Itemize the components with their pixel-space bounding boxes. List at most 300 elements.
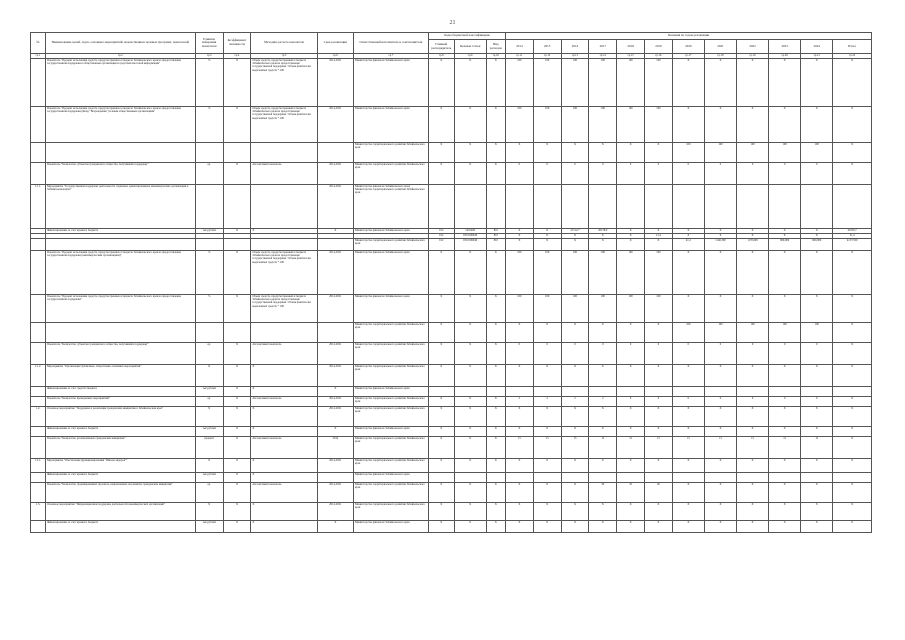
table-cell [223,185,251,229]
table-cell: Х [505,503,533,521]
table-cell: Х [833,437,872,459]
table-cell: % [195,107,223,143]
table-cell: 2014-2021 [317,407,353,427]
column-number-cell: гр.5 [251,54,317,59]
table-cell [561,185,589,229]
table-cell [317,239,353,251]
table-cell: Х [223,407,251,427]
table-cell [317,143,353,163]
table-cell [251,185,317,229]
table-cell: ед. [195,163,223,185]
table-cell: Х [223,459,251,473]
table-cell: Х [769,107,801,143]
table-cell: 100 [589,107,617,143]
table-cell: 100 [533,295,561,323]
col-method: Методика расчета показателя [251,33,317,54]
table-cell: 0 [769,343,801,365]
table-cell: Х [801,521,833,533]
table-cell: Х [533,459,561,473]
table-row [31,185,872,229]
table-cell [769,387,801,397]
table-cell [223,323,251,343]
table-cell: Объем средств, предусмотренный в бюджете Забайкальского края на предоставление государственной поддержки / Объем фактически выделенных средств * 100 [251,59,317,107]
table-cell: Х [428,251,454,295]
table-cell [486,185,505,229]
table-cell: Х [833,521,872,533]
table-cell: 0 [533,343,561,365]
table-cell: Х [737,229,769,234]
table-cell: Х [833,107,872,143]
table-cell: Х [486,407,505,427]
table-cell: Министерство территориального развития Забайкальского края [354,365,429,387]
table-cell: Показатель "Процент исполнения средств, предусмотренных в бюджете Забайкальского края на предоставление государственной поддержки" [45,295,195,323]
column-number-cell: гр.22 [833,54,872,59]
table-cell [486,387,505,397]
table-cell: % [195,251,223,295]
table-cell [454,473,486,483]
table-cell: Финансирование за счет краевого бюджета [45,229,195,234]
table-cell: Х [645,427,673,437]
table-cell: Х [505,229,533,234]
table-cell: Х [769,459,801,473]
table-cell [737,387,769,397]
table-cell: Министерство территориального развития Забайкальского края [354,407,429,427]
col-budget-sub: Главный распорядитель [428,40,454,54]
table-cell: Х [672,427,704,437]
table-cell: Х [833,427,872,437]
table-cell: 100 [645,251,673,295]
table-cell: 21,4 [833,234,872,239]
table-cell: Финансирование за счет краевого бюджета [45,473,195,483]
table-cell [645,473,673,483]
table-cell: 2014-2021 [317,343,353,365]
table-cell: 0 [645,343,673,365]
table-cell [31,397,46,407]
table-cell: Министерство территориального развития Забайкальского края [354,323,429,343]
table-cell: Мероприятие "Государственная поддержка деятельности социально ориентированных некоммерческих организаций в Забайкальском крае" [45,185,195,229]
table-cell: Х [561,143,589,163]
column-number-cell: гр.14 [589,54,617,59]
table-cell [617,185,645,229]
table-cell: Х [428,459,454,473]
table-cell [672,185,704,229]
table-cell [31,387,46,397]
page-number: 21 [449,20,456,26]
table-cell: Х [486,163,505,185]
table-cell: 4157,500 [833,239,872,251]
table-cell: Х [505,483,533,503]
table-cell: Основное мероприятие "Информационная поддержка деятельности некоммерческих организаций" [45,503,195,521]
table-cell [45,239,195,251]
table-cell: 1170,000 [737,239,769,251]
table-cell: Х [589,407,617,427]
table-cell: Х [645,143,673,163]
table-cell: Х [505,323,533,343]
table-cell: Х [833,163,872,185]
table-cell: 810 [486,239,505,251]
table-cell: Х [672,365,704,387]
table-cell: 1.2. [31,407,46,427]
table-cell: Х [428,163,454,185]
table-cell [737,185,769,229]
table-cell: 0 [801,343,833,365]
table-cell [833,473,872,483]
table-cell: Х [223,295,251,323]
table-cell: Х [486,459,505,473]
table-cell [672,387,704,397]
column-number-cell: гр.20 [769,54,801,59]
table-cell: тыс.рублей [195,387,223,397]
table-cell: Х [454,59,486,107]
table-cell: Министерство территориального развития Забайкальского края [354,437,429,459]
table-cell: Х [533,365,561,387]
table-cell: Х [223,503,251,521]
table-cell: Х [833,407,872,427]
table-cell: Х [561,407,589,427]
table-cell: Х [617,521,645,533]
table-cell: Х [769,251,801,295]
table-cell: 0 [617,343,645,365]
table-cell: Х [833,251,872,295]
table-cell: Х [428,59,454,107]
table-cell: Х [704,503,736,521]
table-cell: Объем средств, предусмотренный в бюджете Забайкальского края на предоставление государственной поддержки / Объем фактически выделенных средств * 100 [251,251,317,295]
table-cell: 15 [617,437,645,459]
table-cell: 2014 [317,437,353,459]
table-cell [317,473,353,483]
table-cell: Показатель "Процент исполнения средств, предусмотренных в бюджете Забайкальского края на предоставление государственной поддержки в общественные организации и средствам массовой информации" [45,59,195,107]
table-cell: Х [801,427,833,437]
table-cell: Министерство финансов Забайкальского края [354,229,429,234]
table-cell: процент [195,437,223,459]
table-cell: Х [533,234,561,239]
column-number-cell: гр.4 [223,54,251,59]
table-cell: Х [195,407,223,427]
table-cell: Х [561,521,589,533]
table-cell: Х [428,407,454,427]
table-cell: Х [505,521,533,533]
table-cell: Х [561,503,589,521]
column-number-cell: гр.15 [617,54,645,59]
table-cell: 1.2.1. [31,459,46,473]
table-cell: Х [533,323,561,343]
table-cell: 012 [428,239,454,251]
table-cell: Х [223,437,251,459]
column-number-cell: гр.16 [645,54,673,59]
column-number-cell: гр.13 [561,54,589,59]
table-cell: 1.1.2. [31,365,46,387]
table-cell: тыс.рублей [195,473,223,483]
table-cell: Х [561,239,589,251]
table-cell: Министерство финансов Забайкальского края [354,107,429,143]
table-cell: Х [645,229,673,234]
table-row [31,59,872,107]
table-cell: Х [505,407,533,427]
table-cell: 2014-2021 [317,163,353,185]
table-row [31,163,872,185]
table-cell [31,343,46,365]
table-cell: Х [672,459,704,473]
table-cell: Х [704,59,736,107]
table-cell: 21,4 [645,234,673,239]
table-cell [533,387,561,397]
table-cell: 2014-2021 [317,503,353,521]
table-cell: Х [195,503,223,521]
table-cell: ед. [195,397,223,407]
table-cell: Финансирование за счет средств бюджета [45,387,195,397]
table-cell [454,387,486,397]
table-cell: Х [486,365,505,387]
table-cell: Х [251,387,317,397]
table-row [31,397,872,407]
table-cell [251,239,317,251]
col-year: 2015 [533,40,561,54]
table-cell: Объем средств, предусмотренный в бюджете Забайкальского края на предоставление государственной поддержки / Объем фактически выделенных средств * 100 [251,295,317,323]
table-cell: 2014-2021 [317,185,353,229]
column-number-cell: гр.19 [737,54,769,59]
column-number-cell: гр.18 [704,54,736,59]
table-cell: Х [769,295,801,323]
table-cell: Х [672,234,704,239]
table-cell: 20138,0 [589,229,617,234]
table-cell: 0 [801,163,833,185]
table-cell: Министерство финансов Забайкальского края [354,427,429,437]
table-cell: Х [223,483,251,503]
col-year: 2022 [737,40,769,54]
table-cell: 100 [617,295,645,323]
table-cell: Показатель "Количество реализованных гражданских инициатив" [45,437,195,459]
table-cell: Х [195,459,223,473]
table-cell: 0 [589,343,617,365]
table-cell: Х [251,521,317,533]
table-cell: 900,000 [769,239,801,251]
table-cell: 15 [769,437,801,459]
col-no: № [31,33,46,54]
table-cell: Министерство территориального развития Забайкальского края [354,459,429,473]
table-cell: % [195,295,223,323]
table-cell: Х [617,365,645,387]
table-cell: Х [317,521,353,533]
table-cell [251,323,317,343]
table-cell: Х [737,59,769,107]
table-cell: Х [672,295,704,323]
table-cell: Х [617,234,645,239]
table-cell [223,239,251,251]
table-cell: 0310106040 [454,234,486,239]
table-cell: Х [801,295,833,323]
table-cell: 012 [428,229,454,234]
table-cell [486,473,505,483]
table-cell [45,323,195,343]
table-cell: Х [486,343,505,365]
table-row [31,343,872,365]
table-cell: тыс.рублей [195,229,223,234]
table-cell: Х [561,483,589,503]
table-cell: 100 [533,107,561,143]
table-cell: Х [704,407,736,427]
table-cell: Х [223,229,251,234]
table-cell: Х [801,459,833,473]
table-cell [195,185,223,229]
col-year: 2017 [589,40,617,54]
table-cell: Министерство финансов Забайкальского края [354,251,429,295]
table-cell: 1410406 [454,229,486,234]
table-cell: 100 [561,251,589,295]
table-cell: 0 [533,163,561,185]
table-cell: Х [428,437,454,459]
table-cell: Х [769,483,801,503]
table-row [31,407,872,427]
table-cell [645,185,673,229]
table-cell: тыс.рублей [195,521,223,533]
table-cell: Х [737,251,769,295]
table-cell: 2014-2021 [317,107,353,143]
table-cell [31,143,46,163]
table-cell: Х [454,483,486,503]
table-cell [704,185,736,229]
table-cell: Х [704,295,736,323]
table-cell: 15 [561,437,589,459]
table-cell: Х [428,427,454,437]
table-row [31,427,872,437]
table-cell: Х [454,251,486,295]
table-cell: Х [704,521,736,533]
table-cell: 2014-2021 [317,483,353,503]
table-cell: 0 [645,163,673,185]
table-cell [31,295,46,323]
table-cell: Х [505,459,533,473]
table-cell: 15 [533,437,561,459]
table-row [31,473,872,483]
table-cell: Х [617,407,645,427]
table-cell: 100 [617,251,645,295]
table-cell: 2 [533,397,561,407]
table-cell: Х [223,107,251,143]
table-body [31,54,872,533]
table-cell: 15 [589,437,617,459]
table-cell: Министерство территориального развития Забайкальского края [354,503,429,521]
table-cell: Х [833,397,872,407]
table-cell [317,323,353,343]
table-cell: Основное мероприятие "Поддержка и реализация гражданских инициатив в Забайкальском крае" [45,407,195,427]
table-cell: Х [645,365,673,387]
table-cell [833,185,872,229]
table-cell: Х [428,503,454,521]
table-cell: 0310106040 [454,239,486,251]
table-cell [45,143,195,163]
column-number-cell: гр.21 [801,54,833,59]
table-cell: Министерство финансов Забайкальского края [354,387,429,397]
table-cell: Х [769,407,801,427]
table-cell: Х [561,365,589,387]
col-year: 2014 [505,40,533,54]
table-cell: Х [486,521,505,533]
table-cell: 0 [561,163,589,185]
table-cell: тыс.рублей [195,427,223,437]
table-cell: Х [223,163,251,185]
table-cell: ед. [195,483,223,503]
table-cell: Х [801,229,833,234]
column-number-cell: гр.3 [195,54,223,59]
table-row [31,295,872,323]
col-executor: Ответственный исполнитель и соисполнители [354,33,429,54]
table-cell: 0 [672,397,704,407]
table-cell: Х [251,473,317,483]
table-cell: Х [251,229,317,234]
table-cell: Х [533,503,561,521]
table-cell: 100 [645,59,673,107]
table-cell: Х [589,143,617,163]
table-cell: 2 [561,397,589,407]
table-cell: 100 [617,59,645,107]
table-cell: 2 [589,397,617,407]
table-row [31,483,872,503]
table-cell [195,323,223,343]
table-cell: 1146,300 [704,239,736,251]
table-cell: 100 [769,323,801,343]
table-cell: Х [617,503,645,521]
table-cell: Министерство территориального развития Забайкальского края [354,397,429,407]
table-cell: Х [223,251,251,295]
column-number-cell: гр.1 [31,54,46,59]
table-cell: Х [833,483,872,503]
column-number-cell: гр.8 [428,54,454,59]
table-cell [31,483,46,503]
table-cell: Х [833,365,872,387]
table-cell: Х [769,59,801,107]
table-cell [31,107,46,143]
table-cell: Х [704,459,736,473]
col-name: Наименование целей, задач, основных мероприятий, ведомственных целевых программ, показателей [45,33,195,54]
table-cell [801,473,833,483]
table-cell: 2014-2021 [317,397,353,407]
table-cell: 0 [737,397,769,407]
table-cell [561,387,589,397]
table-cell: Х [645,407,673,427]
table-cell: 15 [505,437,533,459]
col-term: Срок реализации [317,33,353,54]
table-cell: Х [645,521,673,533]
table-cell: Х [428,397,454,407]
table-cell [769,473,801,483]
table-cell [505,387,533,397]
table-cell [195,239,223,251]
table-cell: Х [833,343,872,365]
table-cell: Х [769,365,801,387]
table-cell: Х [454,163,486,185]
table-cell [31,323,46,343]
table-cell: 100 [561,59,589,107]
table-cell: 0 [645,397,673,407]
column-number-cell: гр.2 [45,54,195,59]
table-cell: Х [645,323,673,343]
table-cell: Показатель "Количество проведенных мероприятий" [45,397,195,407]
table-cell: 100 [672,323,704,343]
table-cell: Х [223,343,251,365]
table-cell: Х [704,229,736,234]
table-cell: Х [223,473,251,483]
table-cell: 100 [645,295,673,323]
table-cell: Финансирование за счет краевого бюджета [45,521,195,533]
table-cell: 100 [704,143,736,163]
table-cell [769,185,801,229]
table-cell: Х [589,234,617,239]
table-cell: Х [704,107,736,143]
table-cell: Х [833,503,872,521]
table-cell: Х [737,295,769,323]
table-cell [801,387,833,397]
table-cell: 100 [617,107,645,143]
